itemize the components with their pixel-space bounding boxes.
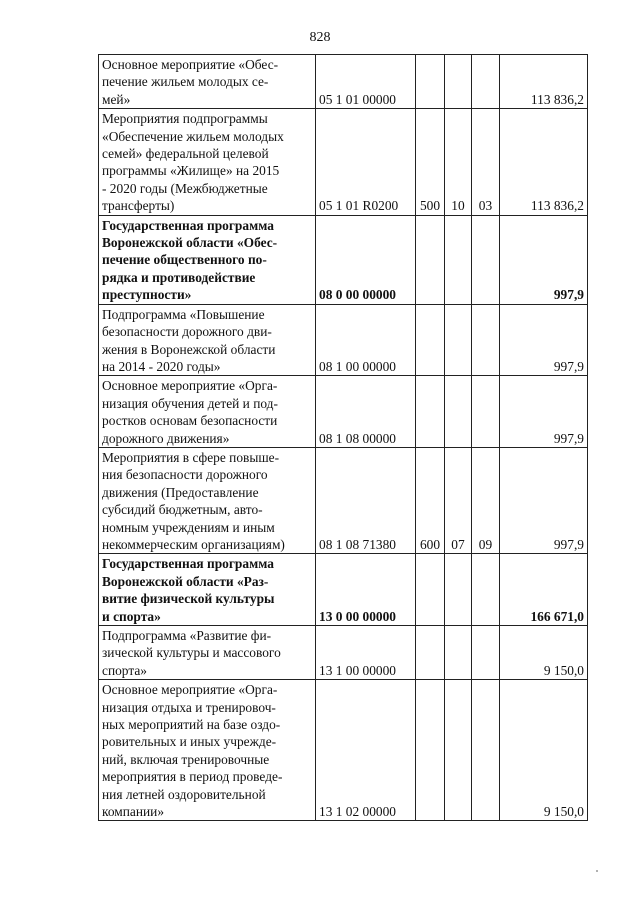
table-row bbox=[99, 554, 588, 626]
program-name-line: семей» федеральной целевой bbox=[102, 146, 269, 162]
expense-type-cell bbox=[416, 554, 445, 626]
program-name-line: спорта» bbox=[102, 662, 147, 678]
program-name-line: на 2014 - 2020 годы» bbox=[102, 358, 221, 374]
budget-table-body bbox=[99, 55, 588, 821]
program-name-line: Подпрограмма «Развитие фи- bbox=[102, 628, 272, 643]
target-article-code-cell: 13 0 00 00000 bbox=[316, 554, 416, 626]
target-article-code-cell: 08 1 00 00000 bbox=[316, 304, 416, 376]
subsection-cell bbox=[472, 680, 500, 821]
expense-type-cell bbox=[416, 304, 445, 376]
program-name-line: мероприятия в период проведе- bbox=[102, 769, 283, 785]
section-cell bbox=[445, 304, 472, 376]
program-name-line: Мероприятия подпрограммы bbox=[102, 111, 268, 127]
program-name-cell bbox=[99, 304, 316, 376]
program-name-line: жения в Воронежской области bbox=[102, 341, 276, 357]
expense-type-cell: 500 bbox=[416, 109, 445, 215]
amount-cell: 9 150,0 bbox=[500, 626, 588, 680]
target-article-code-cell: 13 1 02 00000 bbox=[316, 680, 416, 821]
program-name-line: рядка и противодействие bbox=[102, 269, 256, 285]
program-name-line: преступности» bbox=[102, 287, 192, 303]
table-row bbox=[99, 304, 588, 376]
program-name-line: мей» bbox=[102, 91, 131, 107]
budget-table bbox=[98, 54, 588, 821]
program-name-line: ний, включая тренировочные bbox=[102, 751, 270, 767]
amount-cell: 997,9 bbox=[500, 376, 588, 448]
subsection-cell: 03 bbox=[472, 109, 500, 215]
table-row bbox=[99, 626, 588, 680]
program-name-cell bbox=[99, 554, 316, 626]
amount-cell: 113 836,2 bbox=[500, 109, 588, 215]
program-name-line: Государственная программа bbox=[102, 217, 274, 233]
expense-type-cell bbox=[416, 376, 445, 448]
program-name-line: субсидий бюджетным, авто- bbox=[102, 502, 263, 518]
amount-cell: 9 150,0 bbox=[500, 680, 588, 821]
program-name-cell bbox=[99, 680, 316, 821]
expense-type-cell bbox=[416, 55, 445, 109]
program-name-cell bbox=[99, 109, 316, 215]
program-name-line: Подпрограмма «Повышение bbox=[102, 306, 265, 322]
program-name-cell bbox=[99, 55, 316, 109]
program-name-line: Мероприятия в сфере повыше- bbox=[102, 449, 280, 465]
program-name-line: компании» bbox=[102, 804, 165, 820]
target-article-code-cell: 08 1 08 00000 bbox=[316, 376, 416, 448]
amount-cell: 997,9 bbox=[500, 215, 588, 304]
target-article-code-cell: 05 1 01 R0200 bbox=[316, 109, 416, 215]
program-name-line: низация отдыха и тренировоч- bbox=[102, 699, 276, 715]
program-name-line: и спорта» bbox=[102, 608, 161, 624]
program-name-line: Основное мероприятие «Орга- bbox=[102, 378, 278, 394]
expense-type-cell: 600 bbox=[416, 447, 445, 553]
program-name-line: низация обучения детей и под- bbox=[102, 395, 278, 411]
subsection-cell bbox=[472, 304, 500, 376]
subsection-cell bbox=[472, 215, 500, 304]
section-cell bbox=[445, 554, 472, 626]
program-name-line: ния безопасности дорожного bbox=[102, 467, 268, 483]
program-name-cell bbox=[99, 215, 316, 304]
table-row bbox=[99, 215, 588, 304]
subsection-cell bbox=[472, 376, 500, 448]
subsection-cell bbox=[472, 554, 500, 626]
page-number: 828 bbox=[309, 30, 331, 45]
expense-type-cell bbox=[416, 215, 445, 304]
program-name-line: движения (Предоставление bbox=[102, 484, 259, 500]
program-name-cell bbox=[99, 447, 316, 553]
program-name-line: печение жильем молодых се- bbox=[102, 74, 269, 90]
table-row bbox=[99, 109, 588, 215]
table-row bbox=[99, 376, 588, 448]
target-article-code-cell: 13 1 00 00000 bbox=[316, 626, 416, 680]
section-cell: 10 bbox=[445, 109, 472, 215]
section-cell bbox=[445, 626, 472, 680]
section-cell: 07 bbox=[445, 447, 472, 553]
subsection-cell: 09 bbox=[472, 447, 500, 553]
program-name-line: номным учреждениям и иным bbox=[102, 519, 275, 535]
program-name-line: витие физической культуры bbox=[102, 591, 275, 607]
program-name-line: зической культуры и массового bbox=[102, 645, 281, 661]
program-name-line: Воронежской области «Раз- bbox=[102, 573, 269, 589]
program-name-line: ния летней оздоровительной bbox=[102, 786, 266, 802]
table-row bbox=[99, 447, 588, 553]
program-name-line: Основное мероприятие «Орга- bbox=[102, 682, 278, 698]
expense-type-cell bbox=[416, 626, 445, 680]
table-row bbox=[99, 55, 588, 109]
program-name-line: ростков основам безопасности bbox=[102, 413, 278, 429]
target-article-code-cell: 08 1 08 71380 bbox=[316, 447, 416, 553]
table-row bbox=[99, 680, 588, 821]
amount-cell: 997,9 bbox=[500, 447, 588, 553]
section-cell bbox=[445, 55, 472, 109]
section-cell bbox=[445, 215, 472, 304]
subsection-cell bbox=[472, 55, 500, 109]
program-name-cell bbox=[99, 376, 316, 448]
program-name-line: ных мероприятий на базе оздо- bbox=[102, 717, 281, 733]
expense-type-cell bbox=[416, 680, 445, 821]
amount-cell: 113 836,2 bbox=[500, 55, 588, 109]
program-name-line: - 2020 годы (Межбюджетные bbox=[102, 180, 268, 196]
amount-cell: 997,9 bbox=[500, 304, 588, 376]
program-name-line: дорожного движения» bbox=[102, 430, 230, 446]
program-name-line: Основное мероприятие «Обес- bbox=[102, 57, 279, 72]
amount-cell: 166 671,0 bbox=[500, 554, 588, 626]
program-name-line: Воронежской области «Обес- bbox=[102, 235, 278, 251]
program-name-line: безопасности дорожного дви- bbox=[102, 324, 272, 340]
program-name-line: некоммерческим организациям) bbox=[102, 536, 285, 552]
program-name-line: Государственная программа bbox=[102, 556, 274, 572]
section-cell bbox=[445, 376, 472, 448]
section-cell bbox=[445, 680, 472, 821]
program-name-line: «Обеспечение жильем молодых bbox=[102, 128, 284, 144]
program-name-line: ровительных и иных учрежде- bbox=[102, 734, 277, 750]
target-article-code-cell: 08 0 00 00000 bbox=[316, 215, 416, 304]
scan-speck bbox=[596, 870, 598, 872]
subsection-cell bbox=[472, 626, 500, 680]
target-article-code-cell: 05 1 01 00000 bbox=[316, 55, 416, 109]
program-name-line: программы «Жилище» на 2015 bbox=[102, 163, 280, 179]
program-name-line: печение общественного по- bbox=[102, 252, 267, 268]
program-name-line: трансферты) bbox=[102, 198, 175, 214]
program-name-cell bbox=[99, 626, 316, 680]
